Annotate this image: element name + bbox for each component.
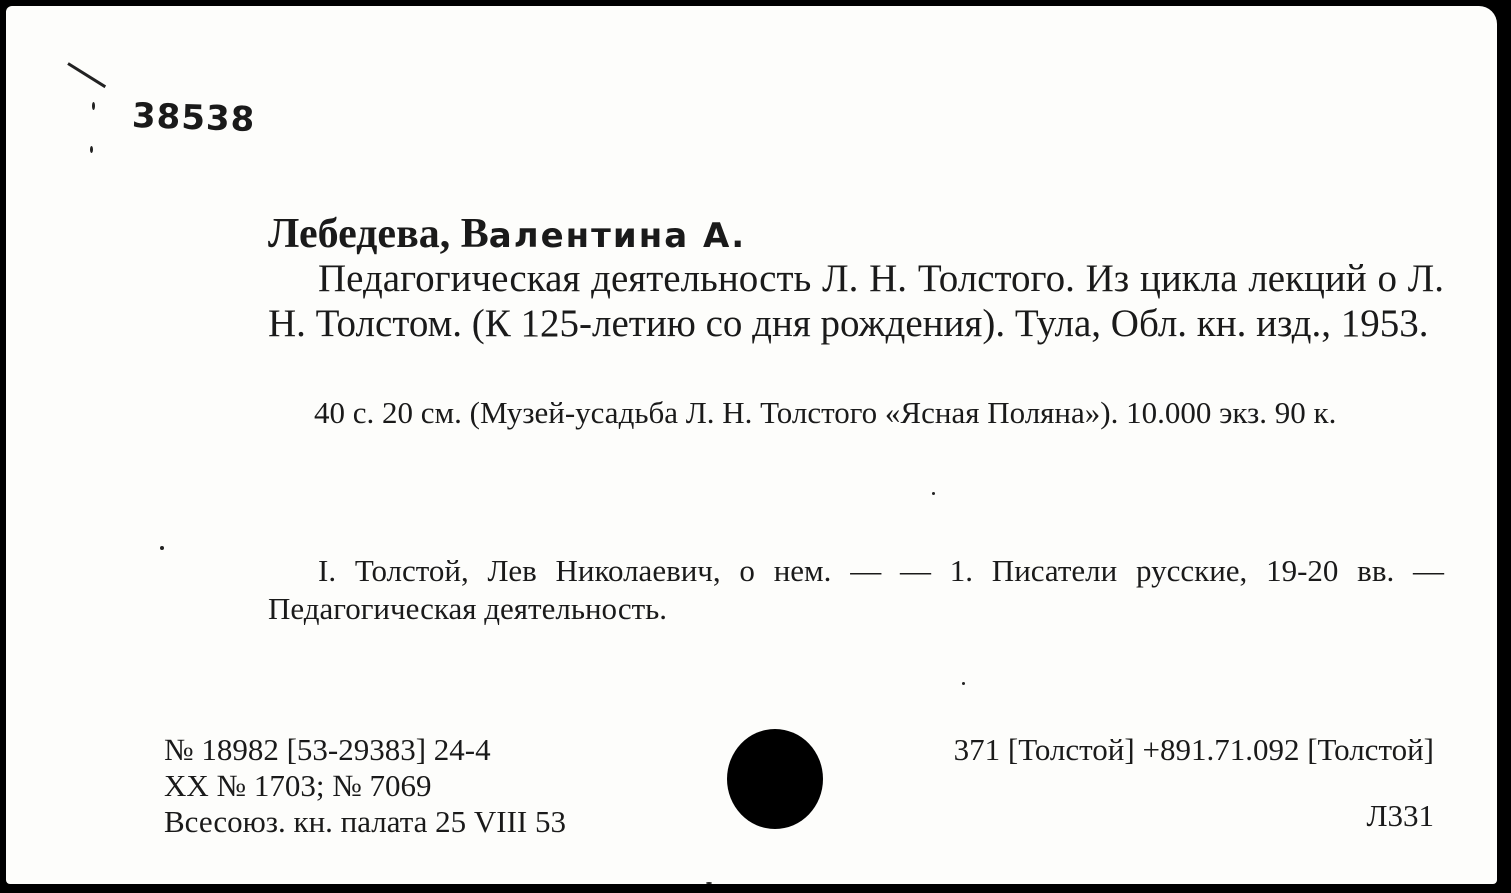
registration-line: XX № 1703; № 7069 [164, 768, 432, 803]
catalog-card [6, 6, 1497, 884]
pen-mark [67, 62, 106, 88]
registration-info [164, 732, 566, 840]
classification-code: 371 [Толстой] +891.71.092 [Толстой] [953, 732, 1434, 767]
author-printed: Лебедева, В [268, 211, 489, 257]
title-block [268, 256, 1444, 346]
title-line: лекций о Л. Н. Толстом. (К 125-летию со дня рождения). [268, 257, 1444, 345]
handwritten-accession-number: 38538 [131, 95, 256, 141]
physical-description: 40 с. 20 см. (Музей-усадьба Л. Н. Толстого «Ясная Поляна»). 10.000 экз. 90 к. [314, 395, 1337, 430]
title-line: Тула, Обл. кн. изд., 1953. [1014, 302, 1429, 345]
classification-info [864, 732, 1434, 833]
registration-line: Всесоюз. кн. палата 25 VIII 53 [164, 804, 567, 839]
print-code: Л331 [1366, 798, 1434, 833]
author-handwritten: алентина А. [488, 216, 747, 256]
author-heading [268, 210, 746, 258]
subject-headings: I. Толстой, Лев Николаевич, о нем. — — 1. Писатели русские, 19-20 вв. — Педагогическая деятельность. [268, 553, 1444, 626]
ink-speck [962, 682, 965, 685]
ink-speck [932, 492, 935, 495]
ink-speck [706, 882, 712, 884]
title-line: Педагогическая деятельность Л. Н. Толстого. Из цикла [318, 257, 1238, 300]
punch-hole [727, 729, 823, 829]
registration-line: № 18982 [53-29383] 24-4 [164, 732, 491, 767]
ink-speck [90, 146, 93, 153]
ink-speck [92, 102, 95, 110]
ink-speck [160, 546, 164, 550]
